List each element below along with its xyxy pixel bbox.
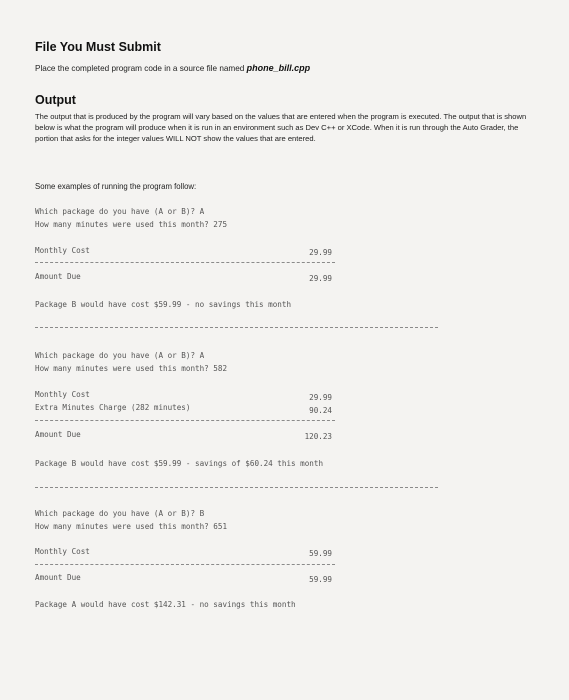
file-instruction-text: Place the completed program code in a source file named xyxy=(35,64,247,73)
example2-prompt-minutes: How many minutes were used this month? 582 xyxy=(35,364,228,373)
examples-intro: Some examples of running the program follow: xyxy=(35,182,197,191)
example2-comparison: Package B would have cost $59.99 - savings of $60.24 this month xyxy=(35,459,324,468)
example3-prompt-package: Which package do you have (A or B)? B xyxy=(35,509,205,518)
output-paragraph: The output that is produced by the program will vary based on the values that are entered when the program is executed. The output that is shown below is what the program will produce when it is run in an environment such as Dev C++ or XCode. When it is run through the Auto Grader, the portion that asks for the integer values WILL NOT show the values that are entered. xyxy=(35,112,527,143)
example3-prompt-minutes: How many minutes were used this month? 651 xyxy=(35,522,228,531)
example3-amount-due-value: 59.99 xyxy=(309,575,332,584)
example1-amount-due-label: Amount Due xyxy=(35,272,81,281)
example2-monthly-cost-label: Monthly Cost xyxy=(35,390,90,399)
example1-separator xyxy=(35,327,438,328)
file-instruction xyxy=(35,63,310,73)
example2-divider xyxy=(35,420,335,421)
example2-extra-value: 90.24 xyxy=(309,406,332,415)
example3-monthly-cost-value: 59.99 xyxy=(309,549,332,558)
example2-prompt-package: Which package do you have (A or B)? A xyxy=(35,351,205,360)
example2-separator xyxy=(35,487,438,488)
example1-monthly-cost-label: Monthly Cost xyxy=(35,246,90,255)
example3-comparison: Package A would have cost $142.31 - no savings this month xyxy=(35,600,296,609)
filename: phone_bill.cpp xyxy=(246,63,311,73)
example2-amount-due-label: Amount Due xyxy=(35,430,81,439)
example2-monthly-cost-value: 29.99 xyxy=(309,393,332,402)
output-heading: Output xyxy=(35,93,76,107)
example3-divider xyxy=(35,564,335,565)
example1-comparison: Package B would have cost $59.99 - no savings this month xyxy=(35,300,292,309)
example1-prompt-package: Which package do you have (A or B)? A xyxy=(35,207,205,216)
file-heading: File You Must Submit xyxy=(35,40,161,54)
example1-amount-due-value: 29.99 xyxy=(309,274,332,283)
example2-extra-label: Extra Minutes Charge (282 minutes) xyxy=(35,403,191,412)
example1-prompt-minutes: How many minutes were used this month? 275 xyxy=(35,220,228,229)
example3-amount-due-label: Amount Due xyxy=(35,573,81,582)
example1-divider xyxy=(35,262,335,263)
example2-amount-due-value: 120.23 xyxy=(304,432,332,441)
example1-monthly-cost-value: 29.99 xyxy=(309,248,332,257)
example3-monthly-cost-label: Monthly Cost xyxy=(35,547,90,556)
